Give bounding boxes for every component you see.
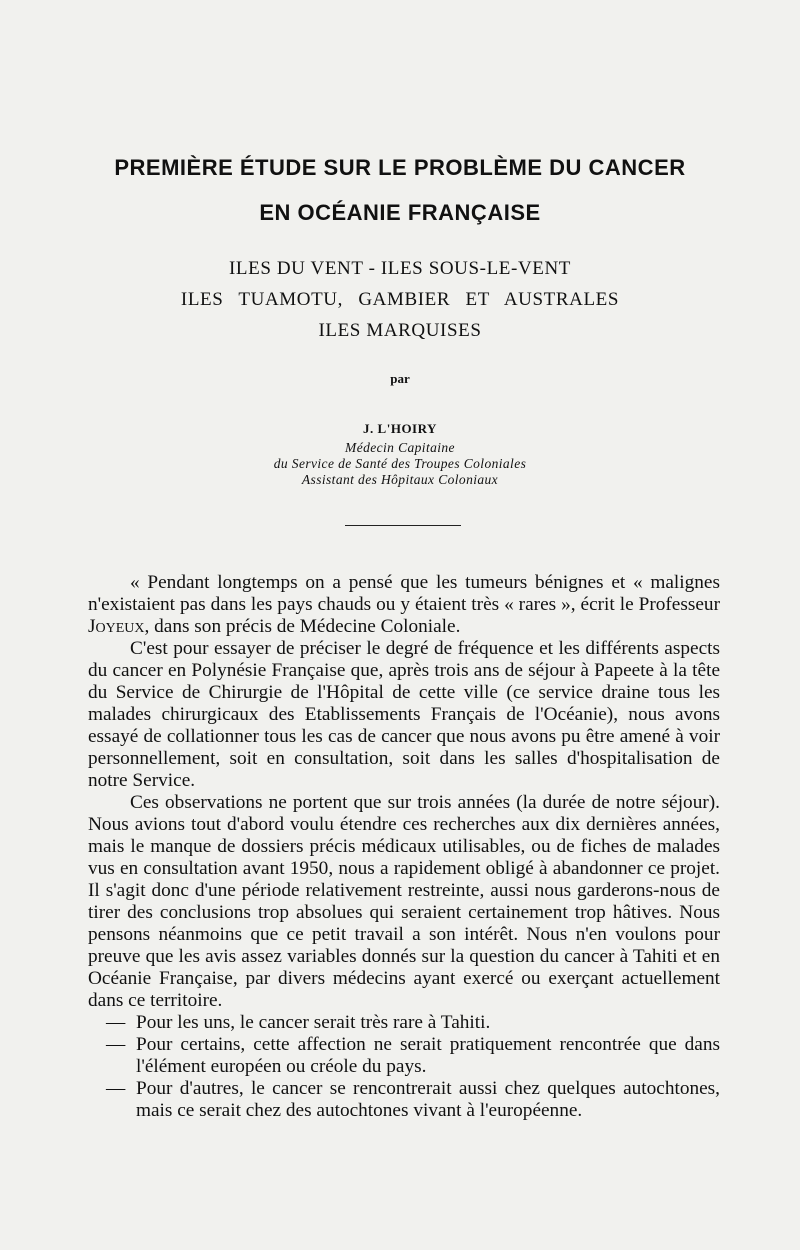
opinion-list bbox=[88, 1012, 720, 1122]
affiliation-line-2: du Service de Santé des Troupes Coloniales bbox=[273, 456, 527, 471]
article-body bbox=[88, 572, 720, 1122]
paragraph-1-text-b: , dans son précis de Médecine Coloniale. bbox=[144, 616, 461, 637]
subtitle-line-3: ILES MARQUISES bbox=[318, 320, 482, 341]
subtitle-line-1: ILES DU VENT - ILES SOUS-LE-VENT bbox=[229, 258, 571, 279]
list-item bbox=[88, 1034, 720, 1078]
affiliation-line-1: Médecin Capitaine bbox=[345, 440, 455, 455]
list-item-text: Pour certains, cette affection ne serait pratiquement rencontrée que dans l'élément européen ou créole du pays. bbox=[136, 1034, 720, 1077]
title-line-2: EN OCÉANIE FRANÇAISE bbox=[259, 200, 541, 225]
paragraph-3: Ces observations ne portent que sur trois années (la durée de notre séjour). Nous avions tout d'abord voulu étendre ces recherches aux dix dernières années, mais le manque de dossiers précis médicaux utilisables, ou de fiches de malades vus en consultation avant 1950, nous a rapidement obligé à abandonner ce projet. Il s'agit donc d'une période relativement restreinte, aussi nous garderons-nous de tirer des conclusions trop absolues qui seraient certainement trop hâtives. Nous pensons néanmoins que ce petit travail a son intérêt. Nous n'en voulons pour preuve que les avis assez variables donnés sur la question du cancer à Tahiti et en Océanie Française, par divers médecins ayant exercé ou exerçant actuellement dans ce territoire. bbox=[88, 792, 720, 1011]
author-name: J. L'HOIRY bbox=[363, 421, 437, 436]
list-item-text: Pour d'autres, le cancer se rencontrerait aussi chez quelques autochtones, mais ce serait chez des autochtones vivant à l'européenne. bbox=[136, 1078, 720, 1121]
paragraph-1-text-a: « Pendant longtemps on a pensé que les tumeurs bénignes et « malignes n'existaient pas dans les pays chauds ou y étaient très « rares », écrit le Professeur bbox=[88, 572, 720, 615]
affiliation-line-3: Assistant des Hôpitaux Coloniaux bbox=[301, 472, 499, 487]
dash-marker: — bbox=[106, 1078, 126, 1099]
by-label: par bbox=[390, 371, 410, 386]
dash-marker: — bbox=[106, 1034, 126, 1055]
professor-name: Joyeux bbox=[88, 616, 145, 637]
paragraph-2: C'est pour essayer de préciser le degré de fréquence et les différents aspects du cancer en Polynésie Française que, après trois ans de séjour à Papeete à la tête du Service de Chirurgie de l'Hôpital de cette ville (ce service draine tous les malades chirurgicaux des Etablissements Français de l'Océanie), nous avons essayé de collationner tous les cas de cancer que nous avons pu être amené à voir personnellement, soit en consultation, soit dans les salles d'hospitalisation de notre Service. bbox=[88, 638, 720, 791]
list-item bbox=[88, 1012, 720, 1034]
title-line-1: PREMIÈRE ÉTUDE SUR LE PROBLÈME DU CANCER bbox=[114, 155, 686, 180]
list-item-text: Pour les uns, le cancer serait très rare à Tahiti. bbox=[136, 1012, 491, 1033]
separator-rule bbox=[345, 525, 461, 526]
list-item bbox=[88, 1078, 720, 1122]
dash-marker: — bbox=[106, 1012, 126, 1033]
subtitle-line-2: ILES TUAMOTU, GAMBIER ET AUSTRALES bbox=[180, 289, 620, 310]
paragraph-1 bbox=[88, 572, 720, 638]
